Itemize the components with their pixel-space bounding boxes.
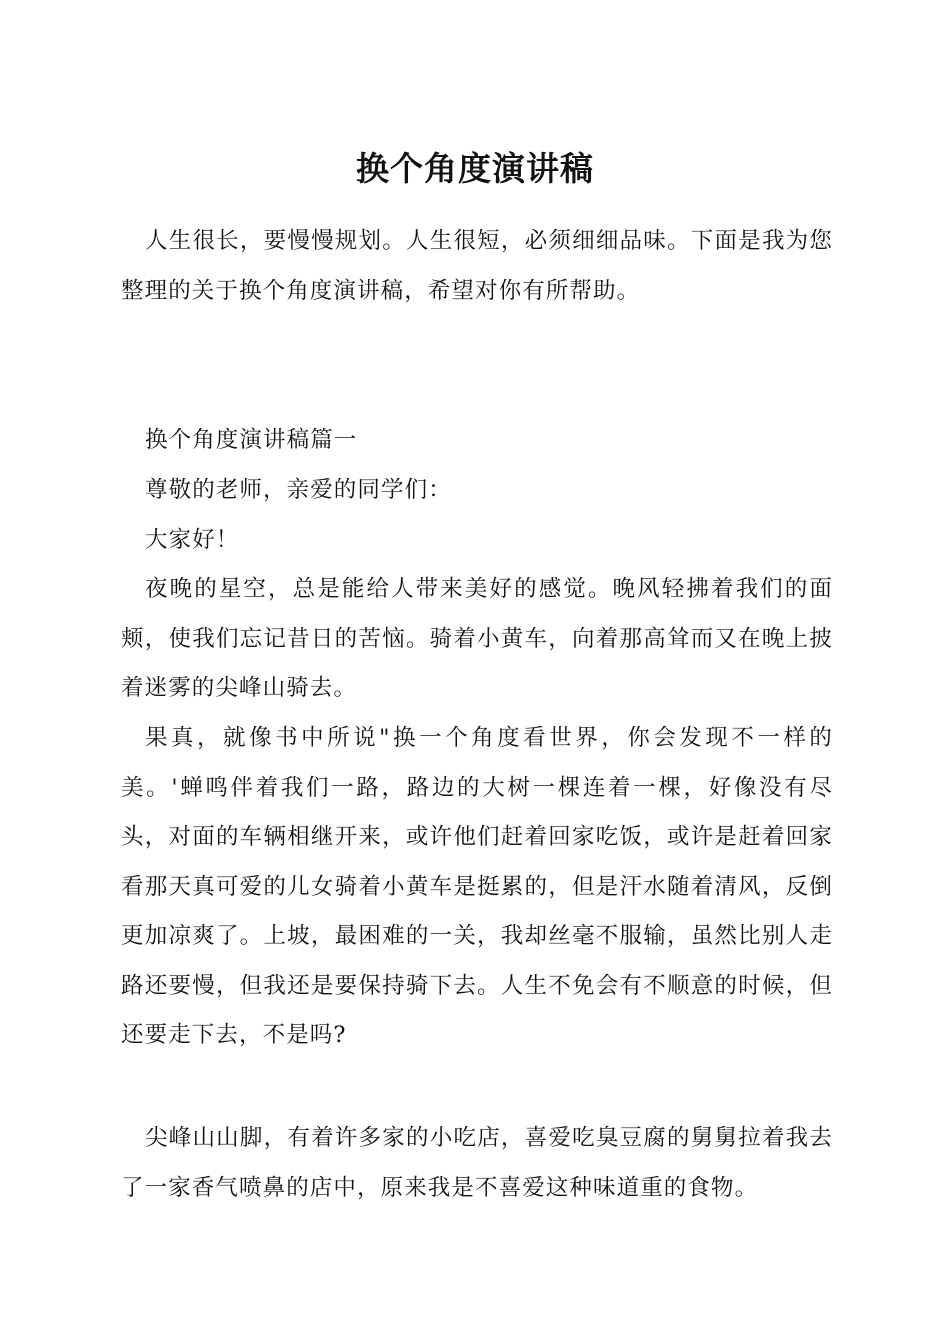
section-heading: 换个角度演讲稿篇一 — [145, 427, 358, 453]
body-paragraph-1: 夜晚的星空，总是能给人带来美好的感觉。晚风轻拂着我们的面颊，使我们忘记昔日的苦恼。骑着小黄车，向着那高耸而又在晚上披着迷雾的尖峰山骑去。 — [121, 576, 833, 701]
body-paragraph-2: 果真，就像书中所说"换一个角度看世界，你会发现不一样的美。'蝉鸣伴着我们一路，路边的大树一棵连着一棵，好像没有尽头，对面的车辆相继开来，或许他们赶着回家吃饭，或许是赶着回家看那天真可爱的儿女骑着小黄车是挺累的，但是汗水随着清风，反倒更加凉爽了。上坡，最困难的一关，我却丝毫不服输，虽然比别人走路还要慢，但我还是要保持骑下去。人生不免会有不顺意的时候，但还要走下去，不是吗? — [121, 725, 833, 1048]
salutation: 尊敬的老师，亲爱的同学们： — [145, 477, 452, 503]
document-title: 换个角度演讲稿 — [356, 149, 594, 188]
body-paragraph-3: 尖峰山山脚，有着许多家的小吃店，喜爱吃臭豆腐的舅舅拉着我去了一家香气喷鼻的店中，原来我是不喜爱这种味道重的食物。 — [121, 1125, 833, 1201]
intro-paragraph: 人生很长，要慢慢规划。人生很短，必须细细品味。下面是我为您整理的关于换个角度演讲稿，希望对你有所帮助。 — [121, 228, 833, 304]
greeting: 大家好！ — [145, 527, 240, 553]
